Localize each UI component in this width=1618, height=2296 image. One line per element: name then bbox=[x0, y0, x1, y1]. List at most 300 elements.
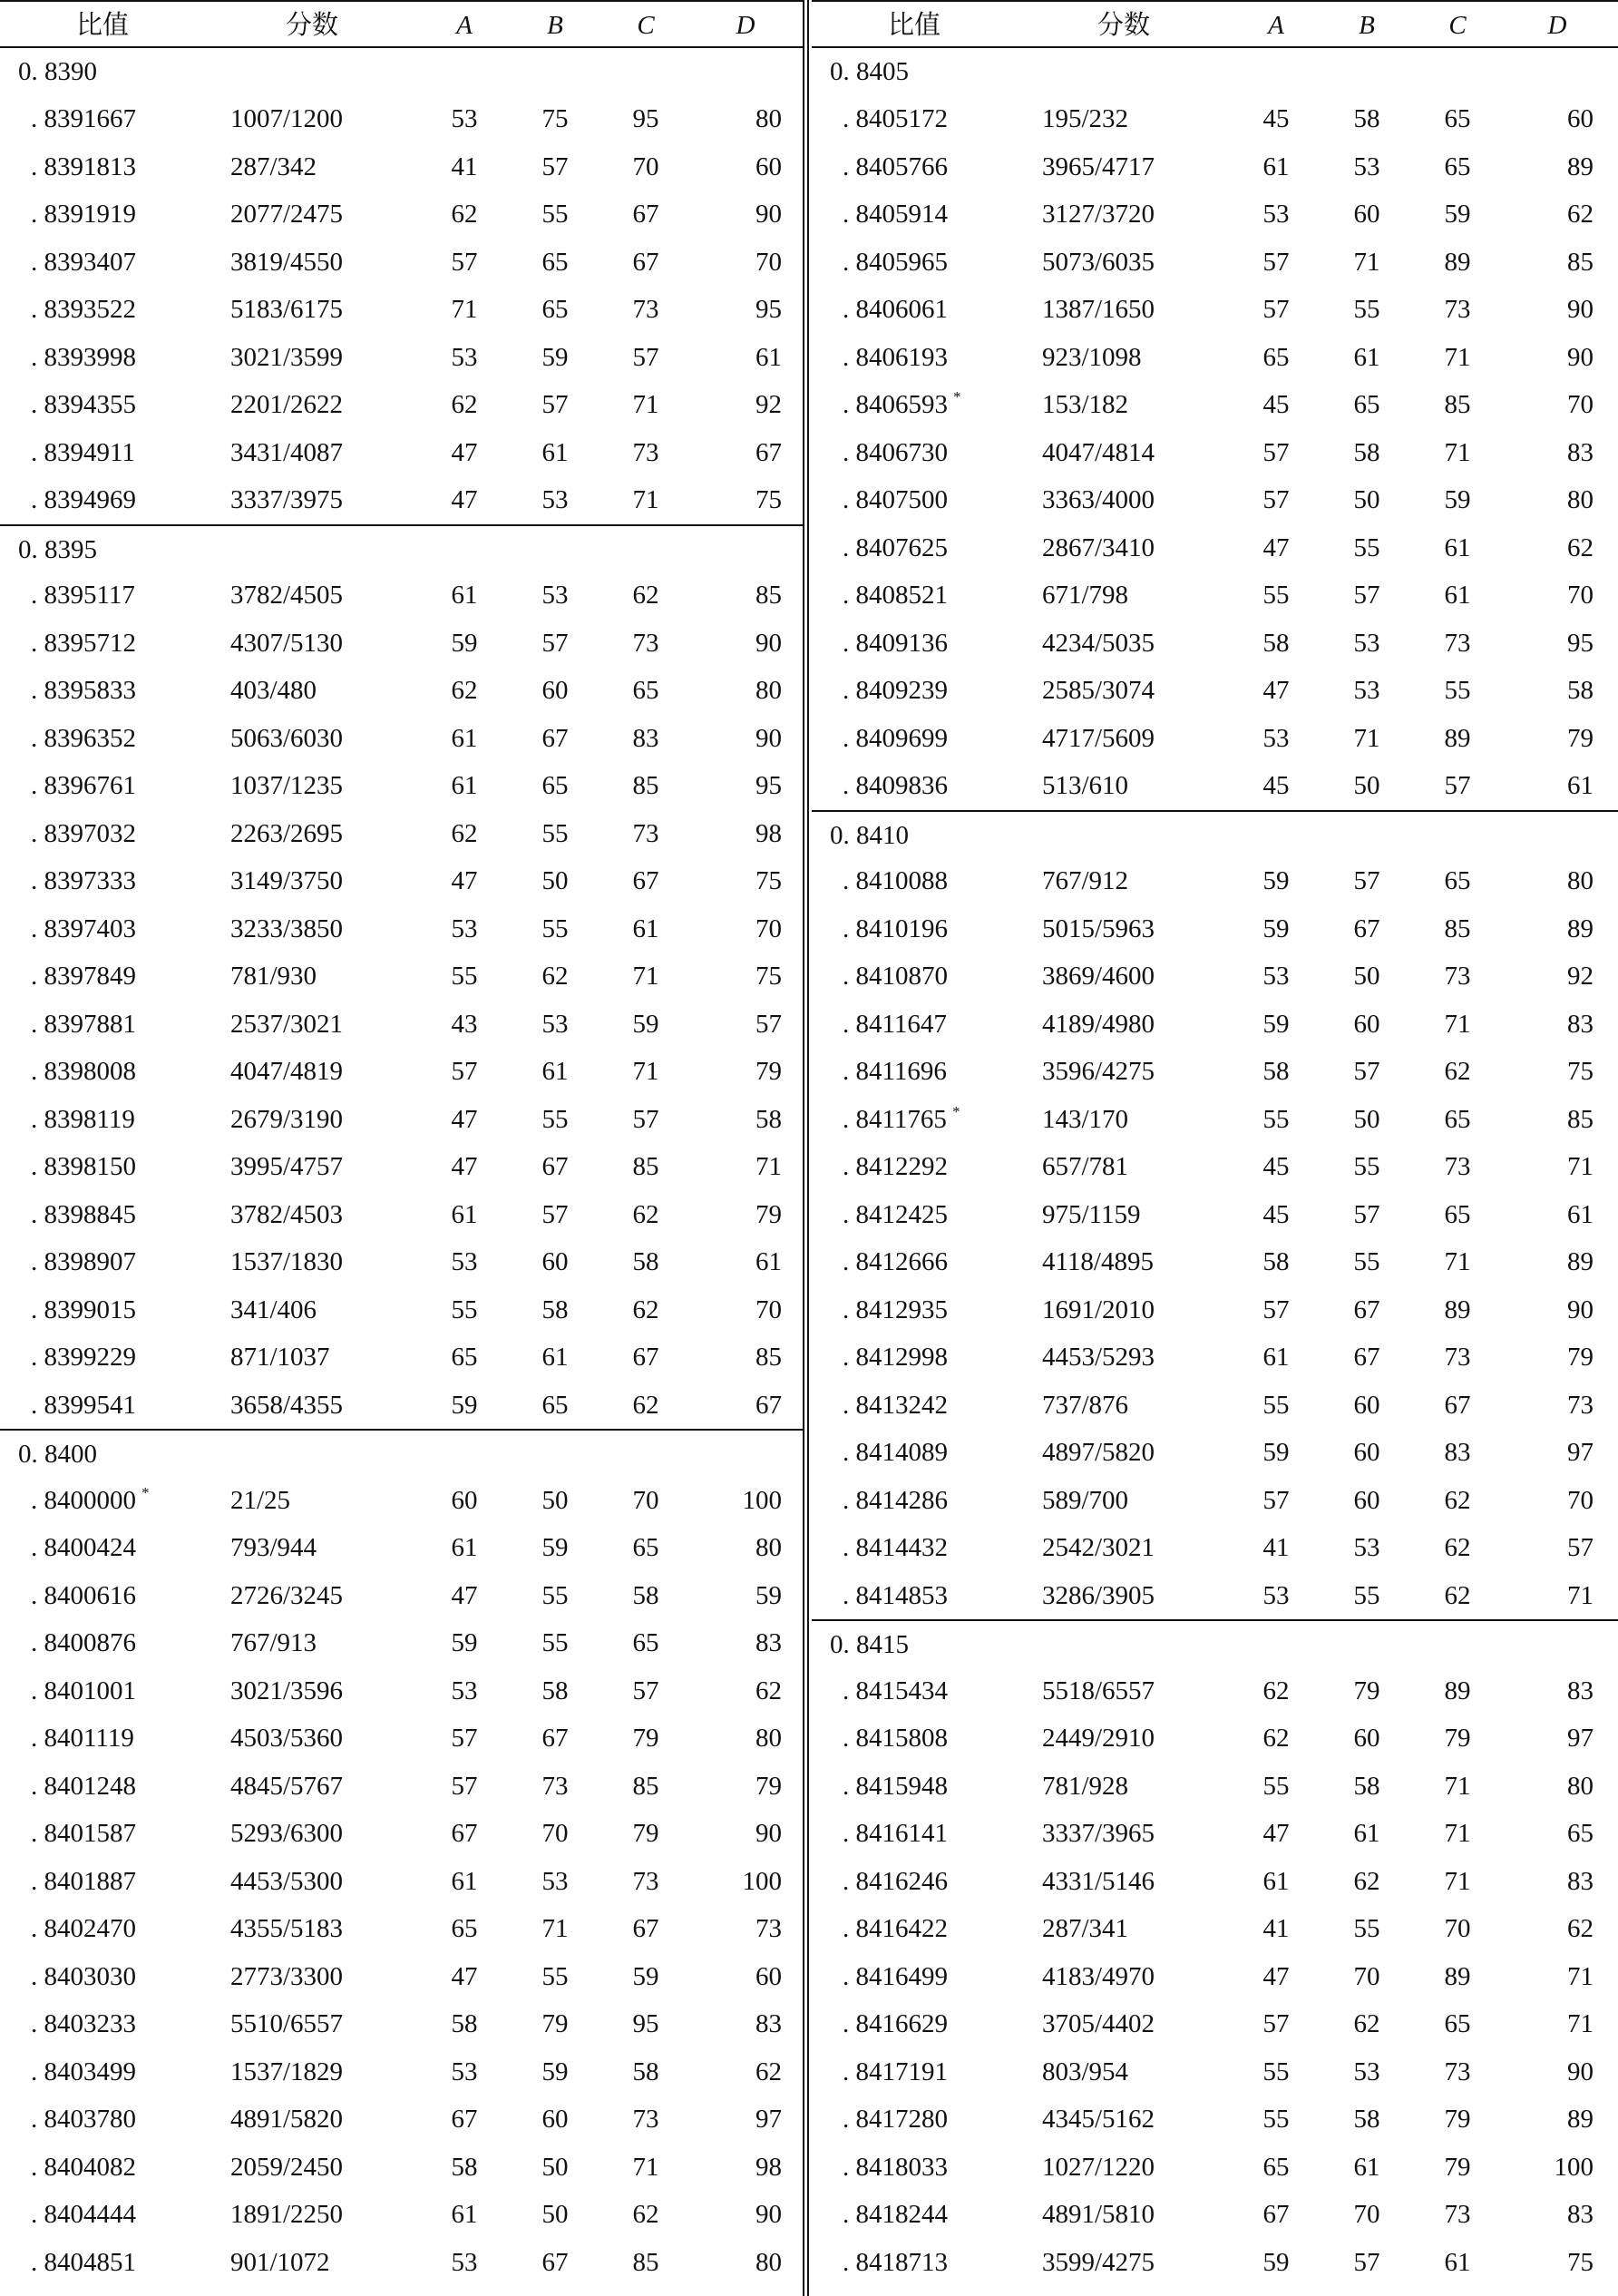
b-cell: 57 bbox=[1353, 1057, 1380, 1086]
ratio-value: . 8416246 bbox=[843, 1866, 948, 1896]
b-cell: 61 bbox=[1353, 2152, 1380, 2182]
ratio-value: . 8397403 bbox=[31, 914, 136, 943]
fraction-cell: 4183/4970 bbox=[1042, 1961, 1155, 1991]
ratio-cell bbox=[31, 1667, 136, 1715]
ratio-cell bbox=[843, 1001, 947, 1049]
d-cell: 90 bbox=[755, 723, 782, 753]
ratio-value: . 8410088 bbox=[843, 866, 948, 895]
c-cell: 85 bbox=[1444, 914, 1471, 943]
d-cell: 60 bbox=[755, 1961, 782, 1991]
fraction-cell: 2263/2695 bbox=[230, 818, 344, 848]
ratio-cell bbox=[31, 2191, 136, 2239]
d-cell: 89 bbox=[1567, 2105, 1594, 2134]
fraction-cell: 287/341 bbox=[1042, 1914, 1129, 1943]
table-row bbox=[0, 1763, 806, 1811]
table-row bbox=[0, 953, 806, 1001]
ratio-cell bbox=[843, 2191, 948, 2239]
fraction-cell: 975/1159 bbox=[1042, 1199, 1141, 1229]
fraction-cell: 1027/1220 bbox=[1042, 2152, 1155, 2182]
d-cell: 83 bbox=[1567, 2200, 1594, 2229]
c-cell: 70 bbox=[1444, 1914, 1471, 1943]
d-cell: 90 bbox=[1567, 1295, 1594, 1324]
table-row bbox=[0, 1286, 806, 1334]
ratio-cell bbox=[31, 1477, 150, 1529]
table-row bbox=[812, 1429, 1618, 1477]
a-cell: 57 bbox=[1262, 295, 1290, 324]
ratio-cell bbox=[31, 1858, 136, 1906]
ratio-value: . 8397881 bbox=[31, 1009, 136, 1039]
right-table-body bbox=[812, 48, 1618, 2287]
ratio-cell bbox=[843, 1953, 948, 2001]
table-row bbox=[0, 239, 806, 287]
fraction-cell: 287/342 bbox=[230, 151, 317, 181]
ratio-cell bbox=[31, 1524, 136, 1572]
table-row bbox=[812, 1048, 1618, 1096]
ratio-value: . 8414853 bbox=[843, 1580, 948, 1610]
a-cell: 47 bbox=[1262, 1819, 1290, 1848]
d-cell: 85 bbox=[1567, 247, 1594, 277]
a-cell: 55 bbox=[451, 962, 478, 991]
fraction-cell: 1387/1650 bbox=[1042, 295, 1155, 324]
d-cell: 95 bbox=[755, 771, 782, 800]
ratio-cell bbox=[843, 2144, 948, 2192]
a-cell: 53 bbox=[451, 342, 478, 372]
table-row bbox=[0, 1619, 806, 1667]
group-heading-row bbox=[812, 1619, 1618, 1667]
ratio-value: . 8395117 bbox=[31, 581, 135, 610]
ratio-value: . 8394355 bbox=[31, 390, 136, 419]
table-row bbox=[0, 1477, 806, 1525]
a-cell: 47 bbox=[451, 1104, 478, 1134]
a-cell: 62 bbox=[451, 390, 478, 419]
header-d: D bbox=[736, 11, 755, 40]
d-cell: 90 bbox=[755, 200, 782, 229]
ratio-value: . 8398008 bbox=[31, 1057, 136, 1086]
ratio-value: . 8403233 bbox=[31, 2009, 136, 2038]
a-cell: 57 bbox=[1262, 1295, 1290, 1324]
header-a: A bbox=[1268, 11, 1284, 40]
ratio-cell bbox=[31, 1191, 136, 1239]
a-cell: 55 bbox=[451, 1295, 478, 1324]
right-table-column bbox=[812, 0, 1618, 2286]
ratio-value: . 8411765 bbox=[843, 1104, 947, 1134]
ratio-value: . 8400000 bbox=[31, 1485, 136, 1515]
fraction-cell: 4503/5360 bbox=[230, 1724, 344, 1753]
fraction-cell: 781/930 bbox=[230, 962, 317, 991]
ratio-value: . 8401001 bbox=[31, 1676, 136, 1705]
fraction-cell: 4047/4814 bbox=[1042, 437, 1155, 467]
d-cell: 71 bbox=[1567, 2009, 1594, 2038]
c-cell: 58 bbox=[632, 1247, 659, 1276]
ratio-value: . 8397032 bbox=[31, 818, 136, 848]
d-cell: 97 bbox=[1567, 1438, 1594, 1467]
ratio-value: . 8396352 bbox=[31, 723, 136, 753]
ratio-value: . 8405766 bbox=[843, 151, 948, 181]
ratio-value: . 8401248 bbox=[31, 1771, 136, 1801]
ratio-cell bbox=[31, 334, 136, 382]
c-cell: 79 bbox=[632, 1819, 659, 1848]
header-row bbox=[812, 0, 1618, 48]
a-cell: 53 bbox=[1262, 1580, 1290, 1610]
ratio-cell bbox=[843, 1763, 948, 1811]
ratio-cell bbox=[31, 286, 136, 334]
table-row bbox=[0, 2239, 806, 2287]
b-cell: 65 bbox=[541, 1390, 569, 1420]
fraction-cell: 1037/1235 bbox=[230, 771, 344, 800]
c-cell: 85 bbox=[632, 1152, 659, 1181]
d-cell: 85 bbox=[755, 1343, 782, 1372]
table-row bbox=[0, 95, 806, 143]
table-row bbox=[0, 620, 806, 668]
d-cell: 100 bbox=[1554, 2152, 1594, 2182]
ratio-value: . 8393998 bbox=[31, 342, 136, 372]
ratio-value: . 8415808 bbox=[843, 1724, 948, 1753]
d-cell: 62 bbox=[755, 2057, 782, 2086]
ratio-value: . 8415948 bbox=[843, 1771, 948, 1801]
a-cell: 65 bbox=[451, 1914, 478, 1943]
b-cell: 60 bbox=[1353, 1438, 1380, 1467]
c-cell: 67 bbox=[632, 247, 659, 277]
a-cell: 43 bbox=[451, 1009, 478, 1039]
ratio-value: . 8395833 bbox=[31, 676, 136, 705]
d-cell: 90 bbox=[755, 1819, 782, 1848]
d-cell: 73 bbox=[1567, 1390, 1594, 1420]
b-cell: 58 bbox=[1353, 104, 1380, 133]
a-cell: 47 bbox=[1262, 1961, 1290, 1991]
a-cell: 47 bbox=[451, 1152, 478, 1181]
a-cell: 62 bbox=[1262, 1676, 1290, 1705]
table-row bbox=[0, 2000, 806, 2048]
ratio-value: . 8410870 bbox=[843, 962, 948, 991]
d-cell: 75 bbox=[755, 962, 782, 991]
ratio-value: . 8412292 bbox=[843, 1152, 948, 1181]
ratio-value: . 8406193 bbox=[843, 342, 948, 372]
d-cell: 62 bbox=[1567, 532, 1594, 562]
header-a: A bbox=[456, 11, 473, 40]
c-cell: 62 bbox=[632, 1295, 659, 1324]
ratio-cell bbox=[31, 1382, 136, 1430]
d-cell: 83 bbox=[1567, 437, 1594, 467]
table-row bbox=[812, 1001, 1618, 1049]
table-row bbox=[0, 1524, 806, 1572]
ratio-cell bbox=[843, 2000, 948, 2048]
c-cell: 73 bbox=[632, 1866, 659, 1896]
d-cell: 67 bbox=[755, 1390, 782, 1420]
a-cell: 61 bbox=[451, 1533, 478, 1562]
ratio-cell bbox=[31, 1572, 136, 1620]
b-cell: 62 bbox=[1353, 1866, 1380, 1896]
fraction-cell: 2449/2910 bbox=[1042, 1724, 1155, 1753]
ratio-cell bbox=[31, 2048, 136, 2096]
d-cell: 70 bbox=[755, 914, 782, 943]
b-cell: 55 bbox=[541, 914, 569, 943]
b-cell: 60 bbox=[1353, 1724, 1380, 1753]
d-cell: 70 bbox=[1567, 581, 1594, 610]
ratio-cell bbox=[31, 143, 136, 191]
d-cell: 79 bbox=[755, 1199, 782, 1229]
d-cell: 57 bbox=[755, 1009, 782, 1039]
a-cell: 61 bbox=[451, 1866, 478, 1896]
b-cell: 50 bbox=[541, 1485, 569, 1515]
a-cell: 57 bbox=[1262, 2009, 1290, 2038]
d-cell: 67 bbox=[755, 437, 782, 467]
group-heading: 0. 8390 bbox=[18, 56, 97, 86]
ratio-cell bbox=[31, 667, 136, 715]
c-cell: 71 bbox=[1444, 1866, 1471, 1896]
d-cell: 83 bbox=[755, 2009, 782, 2038]
b-cell: 53 bbox=[1353, 1533, 1380, 1562]
table-row bbox=[0, 334, 806, 382]
c-cell: 95 bbox=[632, 104, 659, 133]
b-cell: 58 bbox=[1353, 2105, 1380, 2134]
table-row bbox=[0, 715, 806, 763]
ratio-cell bbox=[31, 1096, 135, 1144]
d-cell: 89 bbox=[1567, 914, 1594, 943]
ratio-cell bbox=[843, 857, 948, 905]
ratio-cell bbox=[843, 1286, 948, 1334]
left-table-body bbox=[0, 48, 806, 2287]
ratio-cell bbox=[843, 2048, 948, 2096]
asterisk-mark: * bbox=[141, 1483, 150, 1501]
a-cell: 61 bbox=[451, 581, 478, 610]
c-cell: 71 bbox=[1444, 1771, 1471, 1801]
b-cell: 59 bbox=[541, 342, 569, 372]
d-cell: 75 bbox=[755, 866, 782, 895]
a-cell: 53 bbox=[1262, 200, 1290, 229]
header-row bbox=[0, 0, 806, 48]
c-cell: 89 bbox=[1444, 247, 1471, 277]
c-cell: 71 bbox=[632, 1057, 659, 1086]
fraction-cell: 143/170 bbox=[1042, 1104, 1129, 1134]
d-cell: 57 bbox=[1567, 1533, 1594, 1562]
fraction-cell: 3599/4275 bbox=[1042, 2247, 1155, 2277]
ratio-cell bbox=[31, 715, 136, 763]
ratio-value: . 8401119 bbox=[31, 1724, 134, 1753]
c-cell: 71 bbox=[1444, 437, 1471, 467]
a-cell: 45 bbox=[1262, 1152, 1290, 1181]
a-cell: 61 bbox=[1262, 1343, 1290, 1372]
b-cell: 53 bbox=[1353, 151, 1380, 181]
ratio-value: . 8405914 bbox=[843, 200, 948, 229]
table-row bbox=[812, 1477, 1618, 1525]
ratio-value: . 8410196 bbox=[843, 914, 948, 943]
ratio-value: . 8412998 bbox=[843, 1343, 948, 1372]
ratio-cell bbox=[843, 1429, 948, 1477]
fraction-cell: 2542/3021 bbox=[1042, 1533, 1155, 1562]
table-row bbox=[812, 1096, 1618, 1144]
table-row bbox=[812, 1905, 1618, 1953]
b-cell: 67 bbox=[541, 1724, 569, 1753]
table-row bbox=[812, 857, 1618, 905]
fraction-cell: 767/912 bbox=[1042, 866, 1129, 895]
ratio-value: . 8411647 bbox=[843, 1009, 947, 1039]
c-cell: 71 bbox=[632, 962, 659, 991]
ratio-cell bbox=[31, 191, 136, 239]
c-cell: 71 bbox=[632, 2152, 659, 2182]
ratio-cell bbox=[31, 1048, 136, 1096]
table-row bbox=[812, 953, 1618, 1001]
b-cell: 58 bbox=[541, 1676, 569, 1705]
ratio-cell bbox=[843, 1524, 948, 1572]
a-cell: 61 bbox=[451, 2200, 478, 2229]
ratio-value: . 8400876 bbox=[31, 1628, 136, 1657]
a-cell: 61 bbox=[451, 771, 478, 800]
ratio-cell bbox=[843, 1334, 948, 1382]
b-cell: 53 bbox=[1353, 676, 1380, 705]
fraction-cell: 3021/3599 bbox=[230, 342, 344, 372]
fraction-cell: 4118/4895 bbox=[1042, 1247, 1154, 1276]
fraction-cell: 3286/3905 bbox=[1042, 1580, 1155, 1610]
c-cell: 62 bbox=[1444, 1057, 1471, 1086]
c-cell: 71 bbox=[1444, 1009, 1471, 1039]
a-cell: 45 bbox=[1262, 771, 1290, 800]
a-cell: 65 bbox=[1262, 342, 1290, 372]
table-row bbox=[0, 1572, 806, 1620]
ratio-cell bbox=[31, 1286, 136, 1334]
d-cell: 92 bbox=[1567, 962, 1594, 991]
ratio-value: . 8407500 bbox=[843, 485, 948, 514]
c-cell: 65 bbox=[1444, 1199, 1471, 1229]
c-cell: 58 bbox=[632, 1580, 659, 1610]
fraction-cell: 4355/5183 bbox=[230, 1914, 344, 1943]
a-cell: 62 bbox=[451, 200, 478, 229]
ratio-cell bbox=[843, 1143, 948, 1191]
header-d: D bbox=[1547, 11, 1567, 40]
a-cell: 61 bbox=[451, 1199, 478, 1229]
ratio-value: . 8416629 bbox=[843, 2009, 948, 2038]
b-cell: 65 bbox=[541, 295, 569, 324]
table-row bbox=[0, 572, 806, 620]
b-cell: 70 bbox=[541, 1819, 569, 1848]
ratio-value: . 8394969 bbox=[31, 485, 136, 514]
a-cell: 53 bbox=[1262, 723, 1290, 753]
c-cell: 85 bbox=[632, 2247, 659, 2277]
ratio-cell bbox=[31, 1238, 136, 1286]
header-ratio: 比值 bbox=[888, 11, 941, 40]
ratio-value: . 8412425 bbox=[843, 1199, 948, 1229]
d-cell: 59 bbox=[755, 1580, 782, 1610]
a-cell: 62 bbox=[1262, 1724, 1290, 1753]
fraction-cell: 3337/3975 bbox=[230, 485, 344, 514]
a-cell: 71 bbox=[451, 295, 478, 324]
c-cell: 79 bbox=[632, 1724, 659, 1753]
d-cell: 58 bbox=[755, 1104, 782, 1134]
ratio-cell bbox=[31, 1810, 136, 1858]
fraction-cell: 4453/5293 bbox=[1042, 1343, 1155, 1372]
b-cell: 50 bbox=[541, 2200, 569, 2229]
ratio-value: . 8418033 bbox=[843, 2152, 948, 2182]
b-cell: 58 bbox=[1353, 437, 1380, 467]
table-row bbox=[812, 2239, 1618, 2287]
c-cell: 65 bbox=[1444, 1104, 1471, 1134]
ratio-cell bbox=[31, 239, 136, 287]
d-cell: 60 bbox=[1567, 104, 1594, 133]
c-cell: 59 bbox=[1444, 485, 1471, 514]
b-cell: 55 bbox=[541, 818, 569, 848]
a-cell: 58 bbox=[451, 2152, 478, 2182]
a-cell: 67 bbox=[451, 1819, 478, 1848]
ratio-value: . 8414089 bbox=[843, 1438, 948, 1467]
a-cell: 57 bbox=[451, 1724, 478, 1753]
column-separator bbox=[803, 0, 809, 2296]
ratio-value: . 8414432 bbox=[843, 1533, 948, 1562]
table-row bbox=[0, 2048, 806, 2096]
ratio-cell bbox=[31, 2096, 136, 2144]
c-cell: 61 bbox=[1444, 2247, 1471, 2277]
ratio-value: . 8393522 bbox=[31, 295, 136, 324]
b-cell: 60 bbox=[541, 676, 569, 705]
b-cell: 67 bbox=[1353, 1343, 1380, 1372]
b-cell: 57 bbox=[1353, 866, 1380, 895]
fraction-cell: 871/1037 bbox=[230, 1343, 330, 1372]
b-cell: 58 bbox=[1353, 1771, 1380, 1801]
ratio-cell bbox=[843, 1096, 960, 1148]
b-cell: 60 bbox=[1353, 200, 1380, 229]
header-c: C bbox=[637, 11, 655, 40]
c-cell: 65 bbox=[1444, 104, 1471, 133]
table-row bbox=[812, 476, 1618, 524]
fraction-cell: 3869/4600 bbox=[1042, 962, 1155, 991]
ratio-value: . 8398119 bbox=[31, 1104, 135, 1134]
d-cell: 97 bbox=[1567, 1724, 1594, 1753]
a-cell: 58 bbox=[451, 2009, 478, 2038]
d-cell: 62 bbox=[1567, 1914, 1594, 1943]
a-cell: 59 bbox=[1262, 2247, 1290, 2277]
table-row bbox=[812, 1334, 1618, 1382]
c-cell: 83 bbox=[1444, 1438, 1471, 1467]
ratio-cell bbox=[843, 572, 948, 620]
c-cell: 70 bbox=[632, 1485, 659, 1515]
a-cell: 59 bbox=[451, 628, 478, 658]
a-cell: 47 bbox=[451, 485, 478, 514]
ratio-value: . 8397333 bbox=[31, 866, 136, 895]
a-cell: 47 bbox=[1262, 532, 1290, 562]
a-cell: 45 bbox=[1262, 1199, 1290, 1229]
ratio-cell bbox=[843, 1191, 948, 1239]
fraction-cell: 5015/5963 bbox=[1042, 914, 1155, 943]
a-cell: 57 bbox=[1262, 437, 1290, 467]
b-cell: 57 bbox=[541, 151, 569, 181]
fraction-cell: 2585/3074 bbox=[1042, 676, 1155, 705]
fraction-cell: 1537/1830 bbox=[230, 1247, 344, 1276]
ratio-value: . 8403499 bbox=[31, 2057, 136, 2086]
a-cell: 55 bbox=[1262, 2105, 1290, 2134]
c-cell: 73 bbox=[632, 2105, 659, 2134]
fraction-cell: 4047/4819 bbox=[230, 1057, 344, 1086]
c-cell: 55 bbox=[1444, 676, 1471, 705]
b-cell: 53 bbox=[541, 1009, 569, 1039]
b-cell: 73 bbox=[541, 1771, 569, 1801]
d-cell: 71 bbox=[1567, 1961, 1594, 1991]
ratio-value: . 8412666 bbox=[843, 1247, 948, 1276]
b-cell: 53 bbox=[541, 581, 569, 610]
b-cell: 57 bbox=[1353, 1199, 1380, 1229]
b-cell: 71 bbox=[1353, 247, 1380, 277]
ratio-value: . 8398845 bbox=[31, 1199, 136, 1229]
a-cell: 59 bbox=[1262, 866, 1290, 895]
table-row bbox=[0, 1810, 806, 1858]
b-cell: 61 bbox=[541, 437, 569, 467]
ratio-value: . 8404444 bbox=[31, 2200, 136, 2229]
c-cell: 89 bbox=[1444, 1295, 1471, 1324]
ratio-cell bbox=[843, 429, 948, 477]
d-cell: 62 bbox=[1567, 200, 1594, 229]
group-heading-row bbox=[812, 48, 1618, 96]
table-row bbox=[812, 1238, 1618, 1286]
a-cell: 59 bbox=[1262, 1009, 1290, 1039]
d-cell: 100 bbox=[742, 1485, 782, 1515]
b-cell: 53 bbox=[1353, 2057, 1380, 2086]
